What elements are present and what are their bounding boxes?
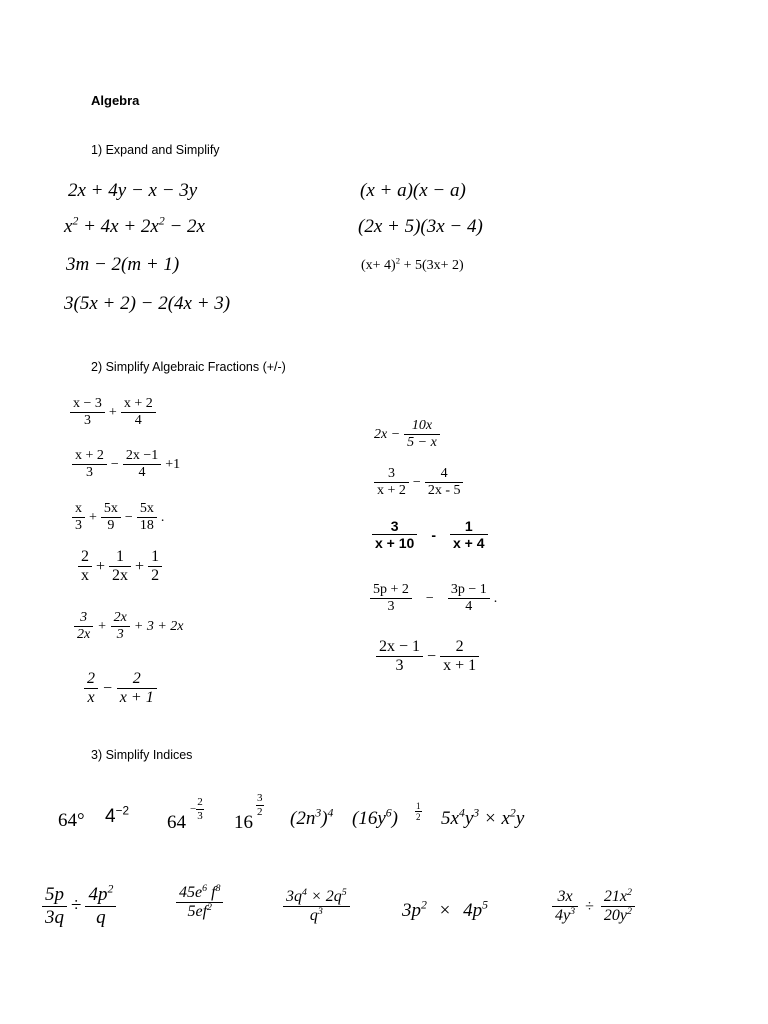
page-title: Algebra xyxy=(91,93,140,108)
expand-q6: (2x + 5)(3x − 4) xyxy=(358,216,483,237)
fraction-q3: $\frac{x}{3}$ + $\frac{5x}{9}$ − $\frac{5x}{18}$ . xyxy=(72,501,168,534)
indices-q8: $\frac{5p}{3q}$ ÷ $\frac{4p^2}{q}$ xyxy=(42,884,116,929)
section-heading-fractions: 2) Simplify Algebraic Fractions (+/-) xyxy=(91,360,286,374)
indices-q3: 64 xyxy=(167,812,186,833)
fraction-q9: $\frac{3}{x + 10}$ - $\frac{1}{x + 4}$ xyxy=(372,518,488,551)
fraction-q10: $\frac{5p + 2}{3}$ − $\frac{3p - 1}{4}$ . xyxy=(370,582,501,615)
expand-q1: 2x + 4y − x − 3y xyxy=(68,180,198,201)
indices-q2: $4^{-2}$ xyxy=(105,804,129,827)
indices-q4-exponent: $\frac{3}{2}$ xyxy=(257,792,263,818)
fraction-q7: 2x − $\frac{10x}{5 - x}$ xyxy=(374,418,440,451)
indices-q1: 64° xyxy=(58,810,85,831)
fraction-q8: $\frac{3}{x + 2}$ − $\frac{4}{2x - 5}$ xyxy=(374,466,463,499)
expand-q3: 3m − 2(m + 1) xyxy=(66,254,180,275)
indices-q7: $5x^4y^3 \times x^2y$ xyxy=(441,806,525,829)
fraction-q11: $\frac{2x - 1}{3}$ − $\frac{2}{x + 1}$ xyxy=(376,638,479,676)
indices-q6: $(16y^6)$ xyxy=(352,806,398,829)
indices-q4: 16 xyxy=(234,812,253,833)
indices-q11: $3p^2 \times 4p^5$ xyxy=(402,898,488,921)
expand-q2: $x^2 + 4x + 2x^2 - 2x$ xyxy=(64,214,205,237)
indices-q9: $\frac{45e^6 f^8}{5ef^2}$ xyxy=(176,884,223,922)
indices-q3-exponent: − $\frac{2}{3}$ xyxy=(190,796,203,822)
fraction-q6: $\frac{2}{x}$ − $\frac{2}{x + 1}$ xyxy=(84,670,157,708)
indices-q5: $(2n^3)^4$ xyxy=(290,806,334,829)
fraction-q2: $\frac{x + 2}{3}$ − $\frac{2x -1}{4}$ +1 xyxy=(72,448,184,481)
fraction-q5: $\frac{3}{2x}$ + $\frac{2x}{3}$ + 3 + 2x xyxy=(74,610,188,643)
expand-q4: 3(5x + 2) − 2(4x + 3) xyxy=(64,293,231,314)
fraction-q4: $\frac{2}{x}$ + $\frac{1}{2x}$ + $\frac{1}{2}$ xyxy=(78,548,162,586)
indices-q10: $\frac{3q^4 \times 2q^5}{q^3}$ xyxy=(283,888,350,926)
expand-q7: $(x+ 4)^2 + 5(3x+ 2)$ xyxy=(361,255,464,273)
section-heading-expand: 1) Expand and Simplify xyxy=(91,143,220,157)
expand-q5: (x + a)(x − a) xyxy=(360,180,466,201)
fraction-q1: $\frac{x - 3}{3}$ + $\frac{x + 2}{4}$ xyxy=(70,396,156,429)
section-heading-indices: 3) Simplify Indices xyxy=(91,748,193,762)
indices-q12: $\frac{3x}{4y^3}$ ÷ $\frac{21x^2}{20y^2}$ xyxy=(552,888,635,926)
indices-q6-exponent: $\frac{1}{2}$ xyxy=(416,801,421,823)
